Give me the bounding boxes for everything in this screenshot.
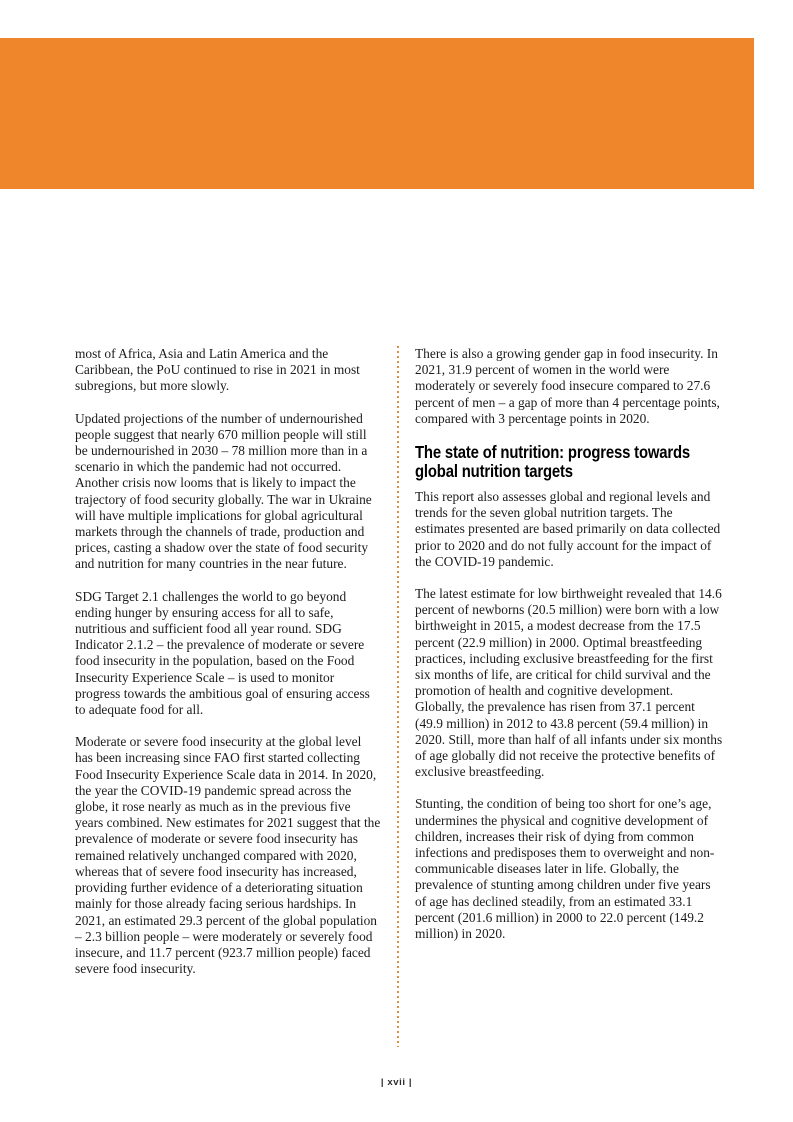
section-heading-line-2: global nutrition targets [415, 461, 573, 482]
section-heading [415, 443, 723, 481]
paragraph: SDG Target 2.1 challenges the world to go beyond ending hunger by ensuring access for all to safe, nutritious and sufficient food all year round. SDG Indicator 2.1.2 – the prevalence of moderate or severe food insecurity in the population, based on the Food Insecurity Experience Scale – is used to monitor progress towards the ambitious goal of ensuring access to adequate food for all. [75, 588, 370, 718]
paragraph: most of Africa, Asia and Latin America and the Caribbean, the PoU continued to rise in 2021 in most subregions, but more slowly. [75, 346, 360, 394]
paragraph: Moderate or severe food insecurity at the global level has been increasing since FAO first started collecting Food Insecurity Experience Scale data in 2014. In 2020, the year the COVID-19 pandemic spread across the globe, it rose nearly as much as in the previous five years combined. New estimates for 2021 suggest that the prevalence of moderate or severe food insecurity has remained relatively unchanged compared with 2020, whereas that of severe food insecurity has increased, providing further evidence of a deteriorating situation mainly for those already facing serious hardships. In 2021, an estimated 29.3 percent of the global population – 2.3 billion people – were moderately or severely food insecure, and 11.7 percent (923.7 million people) faced severe food insecurity. [75, 734, 381, 977]
orange-header-banner [0, 38, 754, 189]
left-text-column [75, 346, 381, 993]
paragraph: The latest estimate for low birthweight revealed that 14.6 percent of newborns (20.5 million) were born with a low birthweight in 2015, a modest decrease from the 17.5 percent (22.9 million) in 2000. Optimal breastfeeding practices, including exclusive breastfeeding for the first six months of life, are critical for child survival and the promotion of health and cognitive development. Globally, the prevalence has risen from 37.1 percent (49.9 million) in 2012 to 43.8 percent (59.4 million) in 2020. Still, more than half of all infants under six months of age globally did not receive the protective benefits of exclusive breastfeeding. [415, 586, 723, 780]
column-divider-dotted-line [397, 346, 399, 1047]
page-number: | xvii | [380, 1077, 413, 1088]
right-text-column [415, 346, 723, 958]
paragraph: This report also assesses global and regional levels and trends for the seven global nutrition targets. The estimates presented are based primarily on data collected prior to 2020 and do not fully account for the impact of the COVID-19 pandemic. [415, 489, 721, 569]
section-heading-line-1: The state of nutrition: progress towards [415, 442, 691, 463]
paragraph: Stunting, the condition of being too short for one’s age, undermines the physical and cognitive development of children, increases their risk of dying from common infections and predisposes them to overweight and non-communicable diseases later in life. Globally, the prevalence of stunting among children under five years of age has declined steadily, from an estimated 33.1 percent (201.6 million) in 2000 to 22.0 percent (149.2 million) in 2020. [415, 796, 715, 942]
paragraph: Updated projections of the number of undernourished people suggest that nearly 670 million people will still be undernourished in 2030 – 78 million more than in a scenario in which the pandemic had not occurred. Another crisis now looms that is likely to impact the trajectory of food security globally. The war in Ukraine will have multiple implications for global agricultural markets through the channels of trade, production and prices, casting a shadow over the state of food security and nutrition for many countries in the near future. [75, 410, 372, 572]
paragraph: There is also a growing gender gap in food insecurity. In 2021, 31.9 percent of women in the world were moderately or severely food insecure compared to 27.6 percent of men – a gap of more than 4 percentage points, compared with 3 percentage points in 2020. [415, 346, 720, 426]
